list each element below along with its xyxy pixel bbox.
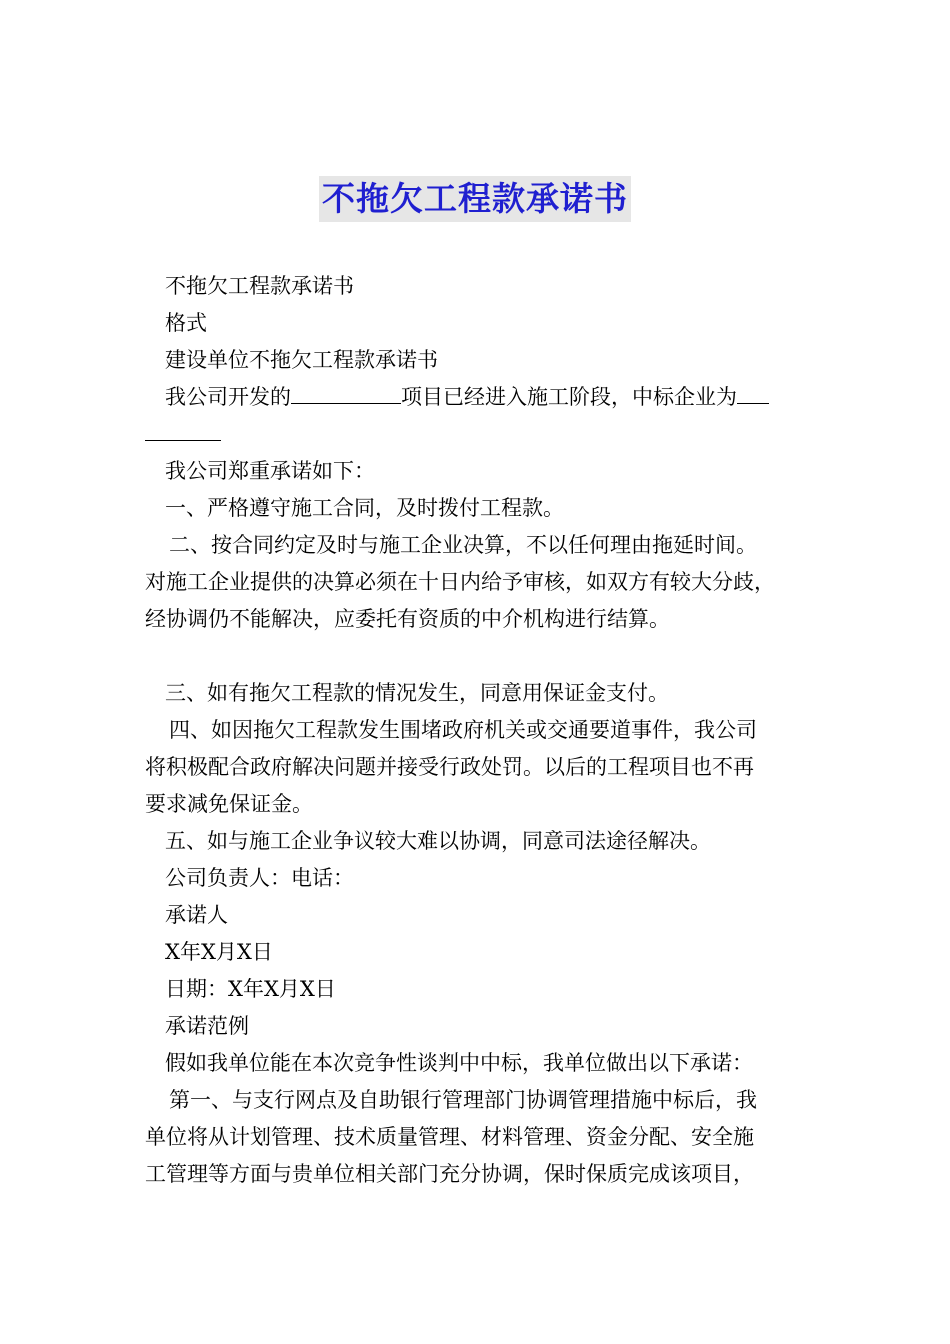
example-first-line-1: 第一、与支行网点及自助银行管理部门协调管理措施中标后，我: [169, 1088, 757, 1112]
intro-text-b: 项目已经进入施工阶段，中标企业为: [401, 385, 737, 409]
example-first-line-2: 单位将从计划管理、技术质量管理、材料管理、资金分配、安全施: [145, 1125, 754, 1149]
format-label: 格式: [165, 311, 207, 335]
pledge-item-4-line-1: 四、如因拖欠工程款发生围堵政府机关或交通要道事件，我公司: [169, 718, 757, 742]
intro-text-a: 我公司开发的: [165, 385, 291, 409]
pledge-item-2-line-3: 经协调仍不能解决，应委托有资质的中介机构进行结算。: [145, 607, 670, 631]
pledge-item-2-line-1: 二、按合同约定及时与施工企业决算，不以任何理由拖延时间。: [169, 533, 757, 557]
pledge-item-3: 三、如有拖欠工程款的情况发生，同意用保证金支付。: [165, 681, 669, 705]
date-label-line: 日期：X年X月X日: [165, 977, 336, 1001]
contact-line: 公司负责人：电话：: [165, 866, 354, 890]
document-body: [145, 268, 813, 1193]
body-heading: 不拖欠工程款承诺书: [165, 274, 354, 298]
title-container: [0, 176, 950, 222]
subtitle-line: 建设单位不拖欠工程款承诺书: [165, 348, 438, 372]
contractor-blank-a[interactable]: [737, 381, 769, 404]
intro-line: [145, 379, 813, 416]
promisor-line: 承诺人: [165, 903, 228, 927]
pledge-item-4-line-3: 要求减免保证金。: [145, 792, 313, 816]
example-first-line-3: 工管理等方面与贵单位相关部门充分协调，保时保质完成该项目，: [145, 1162, 754, 1186]
pledge-item-4-line-2: 将积极配合政府解决问题并接受行政处罚。以后的工程项目也不再: [145, 755, 754, 779]
pledge-item-5: 五、如与施工企业争议较大难以协调，同意司法途径解决。: [165, 829, 711, 853]
example-intro: 假如我单位能在本次竞争性谈判中中标，我单位做出以下承诺：: [165, 1051, 753, 1075]
blank-line: [145, 638, 813, 675]
document-title: 不拖欠工程款承诺书: [319, 176, 631, 222]
intro-continuation: [145, 416, 813, 453]
pledge-intro: 我公司郑重承诺如下：: [165, 459, 375, 483]
pledge-item-1: 一、严格遵守施工合同，及时拨付工程款。: [165, 496, 564, 520]
date-line: X年X月X日: [165, 940, 273, 964]
contractor-blank-b[interactable]: [145, 418, 221, 441]
example-label: 承诺范例: [165, 1014, 249, 1038]
pledge-item-2-line-2: 对施工企业提供的决算必须在十日内给予审核，如双方有较大分歧，: [145, 570, 775, 594]
project-name-blank[interactable]: [291, 381, 401, 404]
